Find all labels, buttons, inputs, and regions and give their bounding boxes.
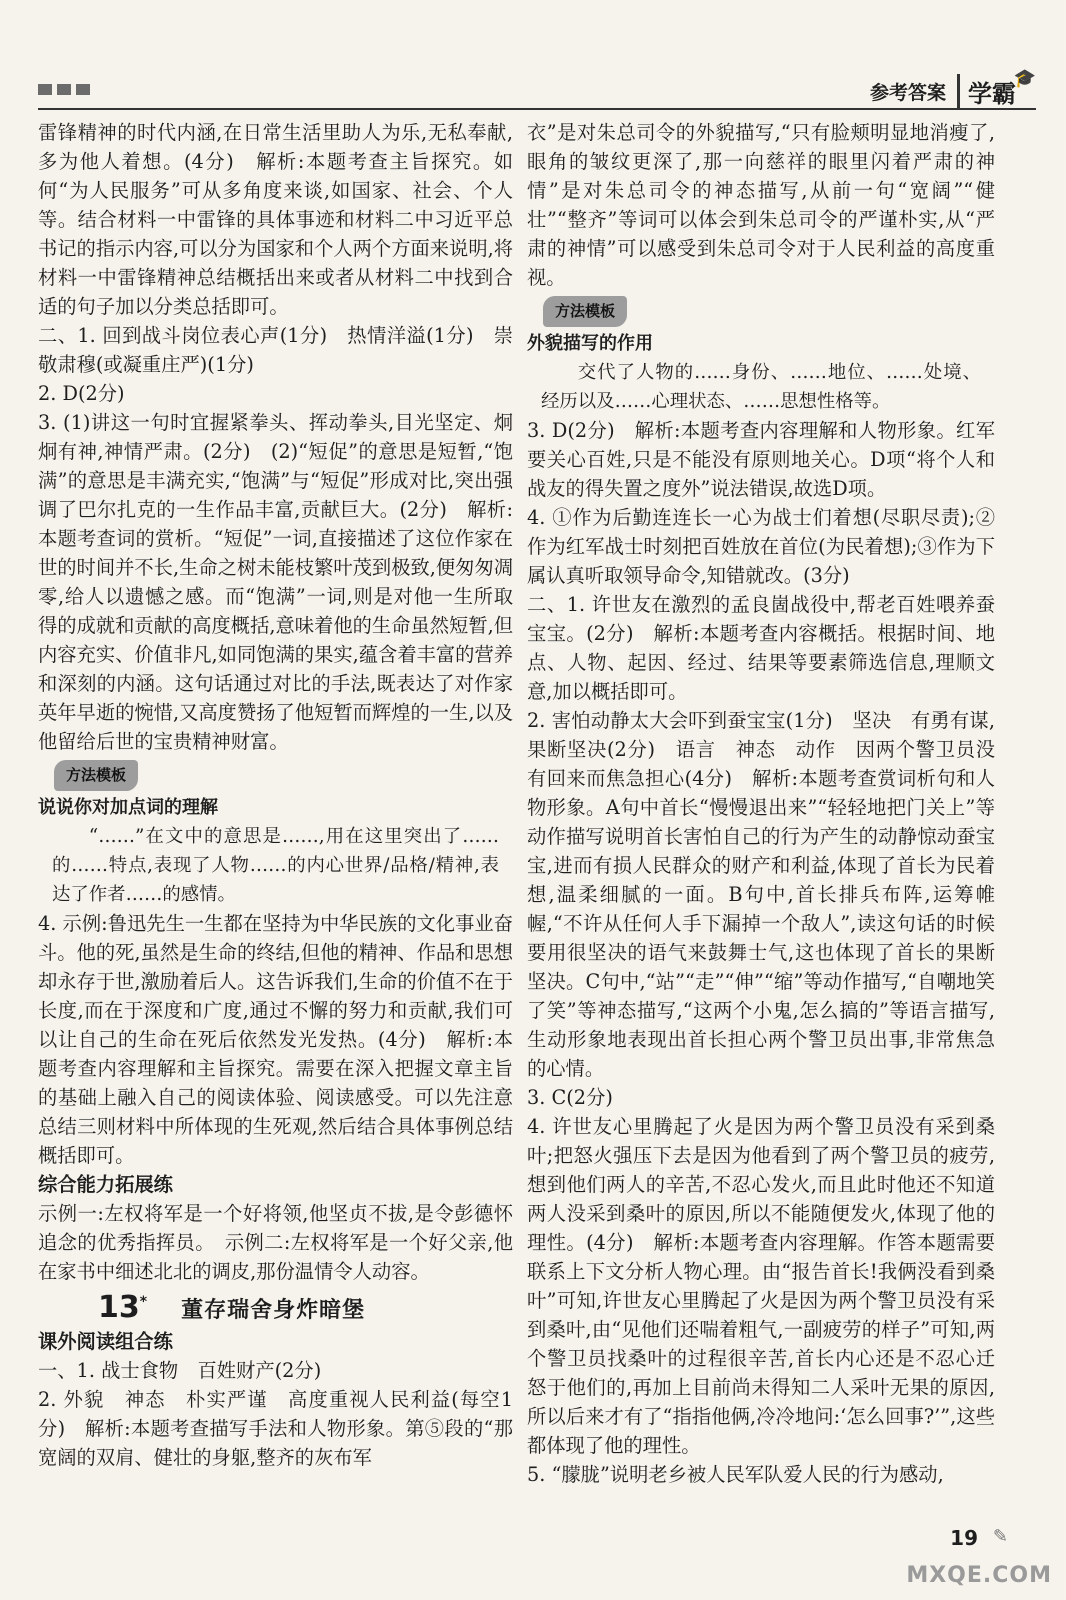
graduation-cap-icon: 🎓 (1013, 68, 1036, 89)
answer-paragraph: 一、1. 战士食物 百姓财产(2分) (38, 1359, 322, 1382)
lesson-title: 董存瑞舍身炸暗堡 (181, 1297, 366, 1323)
watermark: MXQE.COM (906, 1563, 1052, 1588)
method-template-title: 外貌描写的作用 (527, 333, 653, 354)
answer-paragraph: 示例一:左权将军是一个好将领,他坚贞不拔,是令彭德怀追念的优秀指挥员。 示例二:左权将军是一个好父亲,他在家书中细述北北的调皮,那份温情令人动容。 (38, 1202, 513, 1283)
lesson-heading (38, 1288, 513, 1325)
answer-paragraph: 雷锋精神的时代内涵,在日常生活里助人为乐,无私奉献,多为他人着想。(4分) 解析:本题考查主旨探究。如何“为人民服务”可从多角度来谈,如国家、社会、个人等。结合材料一中雷锋的具体事迹和材料二中习近平总书记的指示内容,可以分为国家和个人两个方面来说明,将材料一中雷锋精神总结概括出来或者从材料二中找到合适的句子加以分类总括即可。 (38, 121, 514, 318)
answer-paragraph: 5. “朦胧”说明老乡被人民军队爱人民的行为感动, (527, 1463, 944, 1486)
method-template-tag: 方法模板 (543, 296, 627, 327)
header-decoration (38, 84, 90, 95)
answer-paragraph: 3. D(2分) 解析:本题考查内容理解和人物形象。红军要关心百姓,只是不能没有原则地关心。D项“将个人和战友的得失置之度外”说法错误,故选D项。 (527, 419, 995, 500)
answer-paragraph: 二、1. 回到战斗岗位表心声(1分) 热情洋溢(1分) 崇敬肃穆(或凝重庄严)(1分) (38, 324, 513, 376)
section-heading: 综合能力拓展练 (38, 1173, 173, 1196)
method-template-title: 说说你对加点词的理解 (38, 797, 218, 818)
lesson-number: 13* (98, 1290, 148, 1325)
header-brand: 学霸 (957, 74, 1016, 109)
answer-paragraph: 衣”是对朱总司令的外貌描写,“只有脸颊明显地消瘦了,眼角的皱纹更深了,那一向慈祥的眼里闪着严肃的神情”是对朱总司令的神态描写,从前一句“宽阔”“健壮”“整齐”等词可以体会到朱总司令的严谨朴实,从“严肃的神情”可以感受到朱总司令对于人民利益的高度重视。 (527, 121, 995, 289)
method-template-tag: 方法模板 (54, 760, 138, 791)
answer-paragraph: 3. C(2分) (527, 1086, 613, 1109)
answer-paragraph: 3. (1)讲这一句时宜握紧拳头、挥动拳头,目光坚定、炯炯有神,神情严肃。(2分) (2)“短促”的意思是短暂,“饱满”的意思是丰满充实,“饱满”与“短促”形成对比,突出强调了巴尔扎克的一生作品丰富,贡献巨大。(2分) 解析:本题考查词的赏析。“短促”一词,直接描述了这位作家在世的时间并不长,生命之树未能枝繁叶茂到极致,便匆匆凋零,给人以遗憾之感。而“饱满”一词,则是对他一生所取得的成就和贡献的高度概括,意味着他的生命虽然短暂,但内容充实、价值非凡,如同饱满的果实,蕴含着丰富的营养和深刻的内涵。这句话通过对比的手法,既表达了对作家英年早逝的惋惜,又高度赞扬了他短暂而辉煌的一生,以及他留给后世的宝贵精神财富。 (38, 411, 514, 753)
left-column (38, 118, 513, 1472)
answer-paragraph: 4. ①作为后勤连连长一心为战士们着想(尽职尽责);②作为红军战士时刻把百姓放在首位(为民着想);③作为下属认真听取领导命令,知错就改。(3分) (527, 506, 995, 587)
answer-paragraph: 4. 许世友心里腾起了火是因为两个警卫员没有采到桑叶;把怒火强压下去是因为他看到了两个警卫员的疲劳,想到他们两人的辛苦,不忍心发火,而且此时他还不知道两人没采到桑叶的原因,所以不能随便发火,体现了他的理性。(4分) 解析:本题考查内容理解。作答本题需要联系上下文分析人物心理。由“报告首长!我俩没看到桑叶”可知,许世友心里腾起了火是因为两个警卫员没有采到桑叶,由“见他们还喘着粗气,一副疲劳的样子”可知,两个警卫员找桑叶的过程很辛苦,首长内心还是不忍心迁怒于他们的,再加上目前尚未得知二人采叶无果的原因,所以后来才有了“指指他俩,冷冷地问:‘怎么回事?’”,这些都体现了他的理性。 (527, 1115, 995, 1457)
page-header (38, 68, 1036, 110)
header-rule (38, 108, 1036, 110)
answer-paragraph: 4. 示例:鲁迅先生一生都在坚持为中华民族的文化事业奋斗。他的死,虽然是生命的终结,但他的精神、作品和思想却永存于世,激励着后人。这告诉我们,生命的价值不在于长度,而在于深度和广度,通过不懈的努力和贡献,我们可以让自己的生命在死后依然发光发热。(4分) 解析:本题考查内容理解和主旨探究。需要在深入把握文章主旨的基础上融入自己的阅读体验、阅读感受。可以先注意总结三则材料中所体现的生死观,然后结合具体事例总结概括即可。 (38, 912, 514, 1167)
method-template-body: “……”在文中的意思是……,用在这里突出了……的……特点,表现了人物……的内心世界/品格/精神,表达了作者……的感情。 (52, 826, 499, 905)
section-heading: 课外阅读组合练 (38, 1330, 173, 1353)
answer-paragraph: 2. 害怕动静太大会吓到蚕宝宝(1分) 坚决 有勇有谋,果断坚决(2分) 语言 神态 动作 因两个警卫员没有回来而焦急担心(4分) 解析:本题考查赏词析句和人物形象。A句中首长“慢慢退出来”“轻轻地把门关上”等动作描写说明首长害怕自己的行为产生的动静惊动蚕宝宝,进而有损人民群众的财产和利益,体现了首长为民着想,温柔细腻的一面。B句中,首长排兵布阵,运筹帷幄,“不许从任何人手下漏掉一个敌人”,读这句话的时候要用很坚决的语气来鼓舞士气,这也体现了首长的果断坚决。C句中,“站”“走”“伸”“缩”等动作描写,“自嘲地笑了笑”等神态描写,“这两个小鬼,怎么搞的”等语言描写,生动形象地表现出首长担心两个警卫员出事,非常焦急的心情。 (527, 709, 995, 1080)
pen-icon: ✎ (992, 1526, 1008, 1547)
answer-paragraph: 2. 外貌 神态 朴实严谨 高度重视人民利益(每空1分) 解析:本题考查描写手法和人物形象。第⑤段的“那宽阔的双肩、健壮的身躯,整齐的灰布军 (38, 1388, 513, 1469)
right-column (527, 118, 995, 1489)
answer-paragraph: 2. D(2分) (38, 382, 125, 405)
method-template-body: 交代了人物的……身份、……地位、……处境、经历以及……心理状态、……思想性格等。 (541, 362, 981, 412)
page-number: 19 (950, 1526, 978, 1550)
answer-paragraph: 二、1. 许世友在激烈的孟良崮战役中,帮老百姓喂养蚕宝宝。(2分) 解析:本题考查内容概括。根据时间、地点、人物、起因、经过、结果等要素筛选信息,理顺文意,加以概括即可。 (527, 593, 995, 703)
header-title: 参考答案 (869, 82, 946, 104)
